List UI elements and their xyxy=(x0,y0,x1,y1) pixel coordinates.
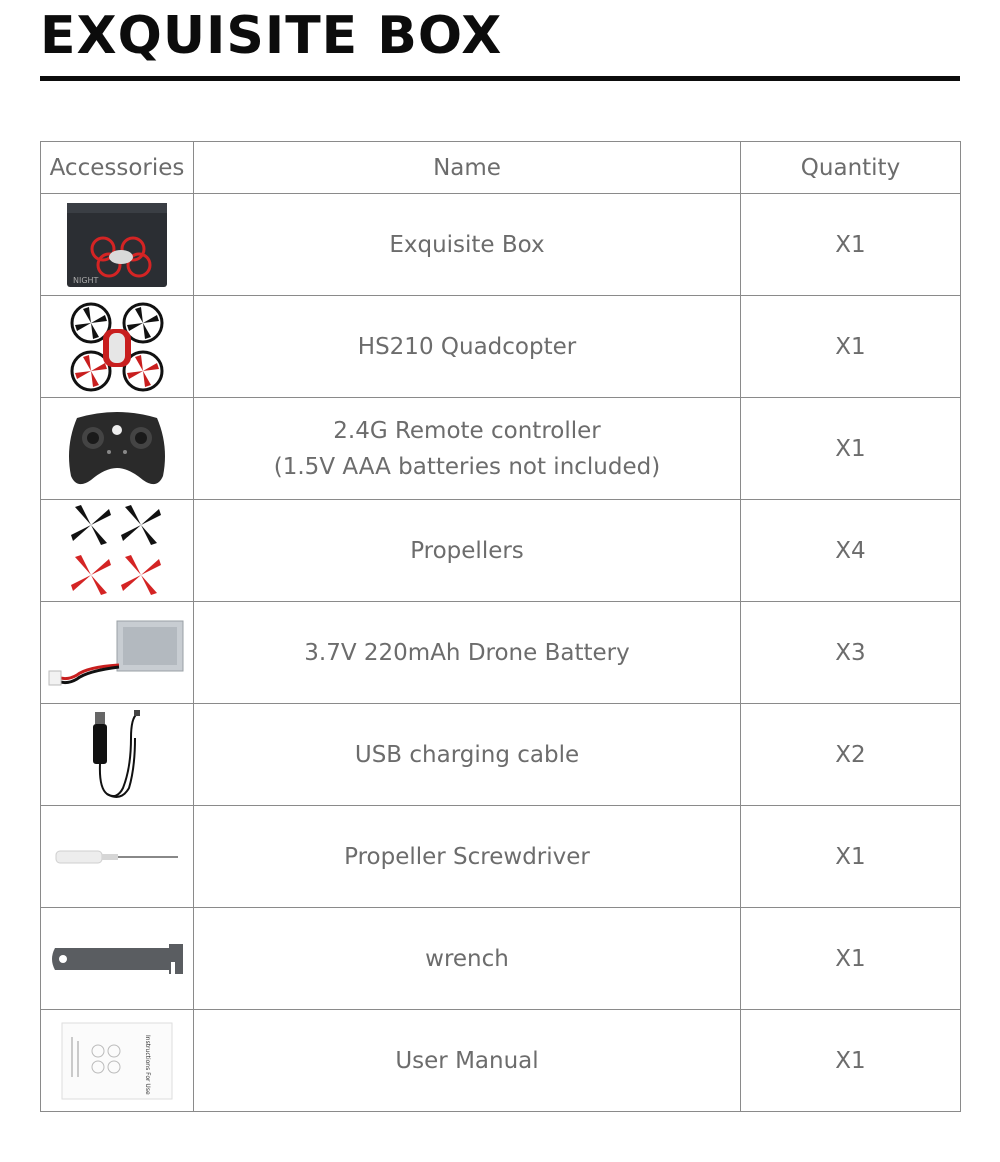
accessory-name xyxy=(194,398,741,500)
name-line: wrench xyxy=(425,945,509,972)
title-underline xyxy=(40,76,960,81)
remote-controller-icon xyxy=(63,406,171,492)
table-row xyxy=(41,602,961,704)
accessory-quantity: X4 xyxy=(741,500,961,602)
page-title: EXQUISITE BOX xyxy=(40,6,503,66)
screwdriver-icon xyxy=(52,842,182,872)
accessory-name xyxy=(194,1010,741,1112)
table-row xyxy=(41,1010,961,1112)
accessory-image-cell xyxy=(41,1010,194,1112)
name-line: Exquisite Box xyxy=(389,231,545,258)
header-name: Name xyxy=(194,142,741,194)
accessory-name xyxy=(194,602,741,704)
name-line: Propellers xyxy=(410,537,524,564)
name-line: 2.4G Remote controller xyxy=(333,417,601,444)
accessory-quantity: X1 xyxy=(741,806,961,908)
accessory-image-cell xyxy=(41,806,194,908)
name-line: User Manual xyxy=(395,1047,539,1074)
name-line: HS210 Quadcopter xyxy=(357,333,577,360)
accessory-quantity: X2 xyxy=(741,704,961,806)
accessory-image-cell xyxy=(41,398,194,500)
name-line: USB charging cable xyxy=(354,741,580,768)
accessory-name xyxy=(194,908,741,1010)
propellers-icon xyxy=(65,503,169,599)
table-row xyxy=(41,806,961,908)
svg-text:Instructions For Use: Instructions For Use xyxy=(144,1034,151,1095)
name-line: Propeller Screwdriver xyxy=(344,843,590,870)
accessories-table xyxy=(40,141,961,1112)
table-row xyxy=(41,704,961,806)
accessory-image-cell xyxy=(41,194,194,296)
table-row xyxy=(41,908,961,1010)
accessory-image-cell xyxy=(41,602,194,704)
table-header-row xyxy=(41,142,961,194)
table-row xyxy=(41,500,961,602)
accessory-quantity: X1 xyxy=(741,398,961,500)
table-row xyxy=(41,296,961,398)
accessory-quantity: X1 xyxy=(741,1010,961,1112)
accessory-name xyxy=(194,194,741,296)
accessory-name xyxy=(194,806,741,908)
accessory-image-cell xyxy=(41,296,194,398)
accessory-quantity: X1 xyxy=(741,296,961,398)
accessory-name xyxy=(194,704,741,806)
battery-icon xyxy=(47,615,187,691)
usb-cable-icon xyxy=(77,708,157,802)
name-line-note: (1.5V AAA batteries not included) xyxy=(273,453,661,480)
wrench-icon xyxy=(49,942,185,976)
name-line: 3.7V 220mAh Drone Battery xyxy=(304,639,630,666)
quadcopter-icon xyxy=(67,299,167,395)
accessory-name xyxy=(194,500,741,602)
accessory-image-cell xyxy=(41,908,194,1010)
table-row xyxy=(41,194,961,296)
header-quantity: Quantity xyxy=(741,142,961,194)
accessory-quantity: X3 xyxy=(741,602,961,704)
accessory-quantity: X1 xyxy=(741,908,961,1010)
manual-icon xyxy=(58,1021,176,1101)
accessory-image-cell xyxy=(41,500,194,602)
table-row xyxy=(41,398,961,500)
accessory-name xyxy=(194,296,741,398)
header-accessories: Accessories xyxy=(41,142,194,194)
svg-text:NIGHT: NIGHT xyxy=(73,275,99,285)
accessory-image-cell xyxy=(41,704,194,806)
gift-box-icon xyxy=(65,199,169,291)
accessory-quantity: X1 xyxy=(741,194,961,296)
